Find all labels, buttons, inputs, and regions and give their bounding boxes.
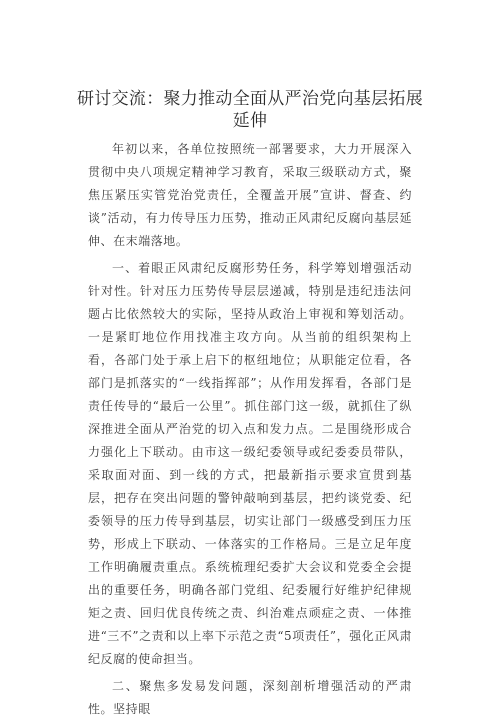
document-title: 研讨交流：聚力推动全面从严治党向基层拓展延伸: [77, 89, 423, 131]
document-body: [88, 138, 412, 725]
paragraph-intro: 年初以来，各单位按照统一部署要求，大力开展深入贯彻中央八项规定精神学习教育，采取三级联动方式，聚焦压紧压实管党治党责任，全覆盖开展”宣讲、督查、约谈”活动，有力传导压力压势，推动正风肃纪反腐向基层延伸、在末端落地。: [88, 142, 412, 248]
paragraph-section-one: 一、着眼正风肃纪反腐形势任务，科学筹划增强活动针对性。针对压力压势传导层层递减，特别是违纪违法问题占比依然较大的实际，坚持从政治上审视和筹划活动。一是紧盯地位作用找准主攻方向。从当前的组织架构上看，各部门处于承上启下的枢纽地位；从职能定位看，各部门是抓落实的“一线指挥部”；从作用发挥看，各部门是责任传导的“最后一公里”。抓住部门这一级，就抓住了纵深推进全面从严治党的切入点和发力点。二是围绕形成合力强化上下联动。由市这一级纪委领导或纪委委员带队，采取面对面、到一线的方式，把最新指示要求宣贯到基层，把存在突出问题的警钟敲响到基层，把约谈党委、纪委领导的压力传导到基层，切实让部门一级感受到压力压势，形成上下联动、一体落实的工作格局。三是立足年度工作明确履责重点。系统梳理纪委扩大会议和党委全会提出的重要任务，明确各部门党组、纪委履行好维护纪律规矩之责、回归优良传统之责、纠治难点顽症之责、一体推进“三不”之责和以上率下示范之责“5项责任”，强化正风肃纪反腐的使命担当。: [88, 261, 412, 666]
paragraph-section-two: 二、聚焦多发易发问题，深刻剖析增强活动的严肃性。坚持眼: [88, 679, 412, 716]
